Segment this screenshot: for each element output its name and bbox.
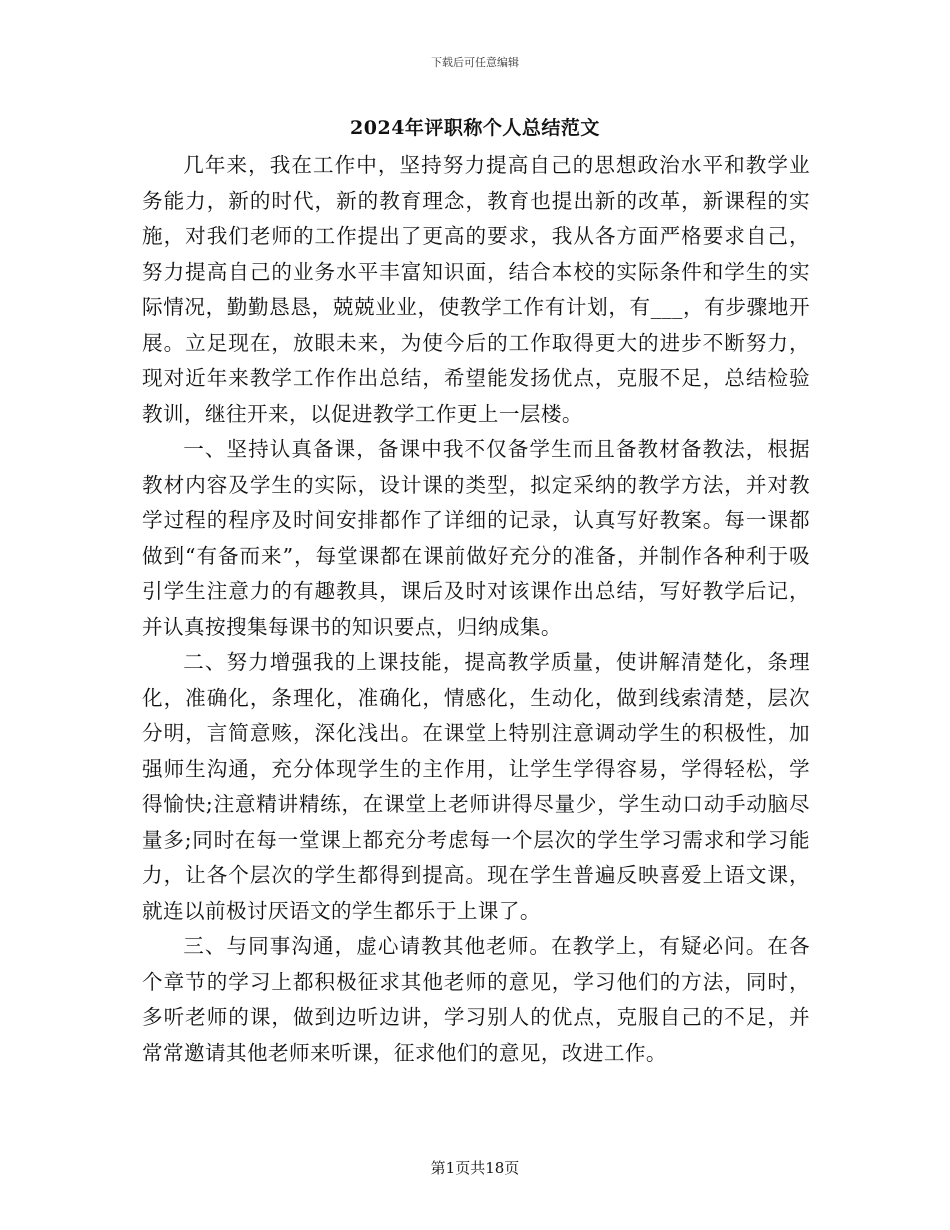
- paragraph-section-2: 二、努力增强我的上课技能，提高教学质量，使讲解清楚化，条理化，准确化，条理化，准确化，情感化，生动化，做到线索清楚，层次分明，言简意赅，深化浅出。在课堂上特别注意调动学生的积极性，加强师生沟通，充分体现学生的主作用，让学生学得容易，学得轻松，学得愉快;注意精讲精练，在课堂上老师讲得尽量少，学生动口动手动脑尽量多;同时在每一堂课上都充分考虑每一个层次的学生学习需求和学习能力，让各个层次的学生都得到提高。现在学生普遍反映喜爱上语文课，就连以前极讨厌语文的学生都乐于上课了。: [142, 650, 810, 923]
- paragraph-intro: 几年来，我在工作中，坚持努力提高自己的思想政治水平和教学业务能力，新的时代，新的教育理念，教育也提出新的改革，新课程的实施，对我们老师的工作提出了更高的要求，我从各方面严格要求自己，努力提高自己的业务水平丰富知识面，结合本校的实际条件和学生的实际情况，勤勤恳恳，兢兢业业，使教学工作有计划，有___，有步骤地开展。立足现在，放眼未来，为使今后的工作取得更大的进步不断努力，现对近年来教学工作作出总结，希望能发扬优点，克服不足，总结检验教训，继往开来，以促进教学工作更上一层楼。: [142, 153, 810, 426]
- page-number-footer: 第1页共18页: [430, 1159, 520, 1177]
- document-body: [142, 148, 810, 1071]
- header-note: 下载后可任意编辑: [431, 56, 519, 69]
- paragraph-section-1: 一、坚持认真备课，备课中我不仅备学生而且备教材备教法，根据教材内容及学生的实际，设计课的类型，拟定采纳的教学方法，并对教学过程的程序及时间安排都作了详细的记录，认真写好教案。每一课都做到“有备而来”，每堂课都在课前做好充分的准备，并制作各种利于吸引学生注意力的有趣教具，课后及时对该课作出总结，写好教学后记，并认真按搜集每课书的知识要点，归纳成集。: [142, 437, 810, 639]
- document-title: 2024年评职称个人总结范文: [350, 117, 600, 139]
- paragraph-section-3: 三、与同事沟通，虚心请教其他老师。在教学上，有疑必问。在各个章节的学习上都积极征求其他老师的意见，学习他们的方法，同时，多听老师的课，做到边听边讲，学习别人的优点，克服自己的不足，并常常邀请其他老师来听课，征求他们的意见，改进工作。: [142, 934, 810, 1065]
